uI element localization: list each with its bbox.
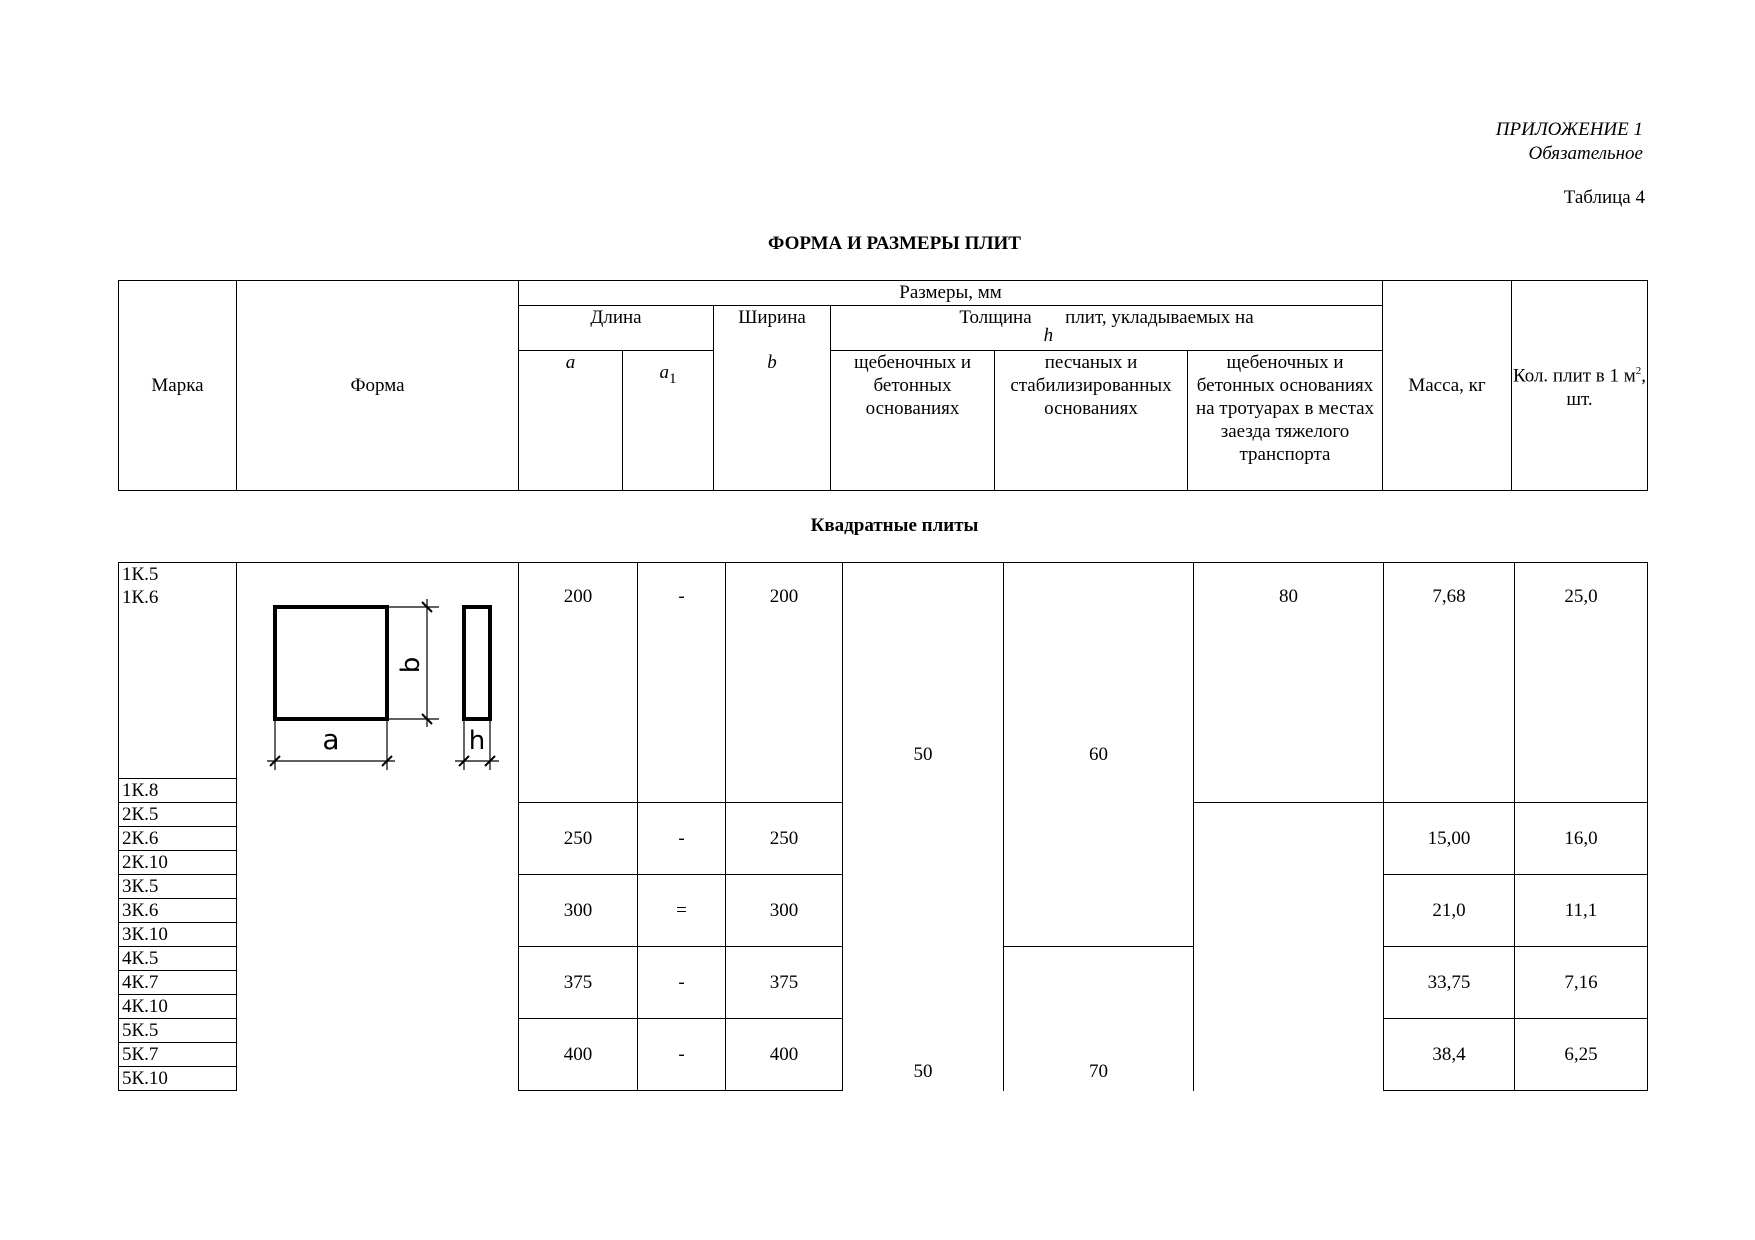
cell-b: 300	[726, 875, 843, 947]
mark-cell: 5К.10	[119, 1067, 237, 1091]
mark-cell: 3К.5	[119, 875, 237, 899]
dim-label-a: a	[322, 723, 340, 756]
mark-cell: 4К.10	[119, 995, 237, 1019]
header-base1: щебеночных и бетонных основаниях	[831, 351, 995, 491]
cell-count: 11,1	[1515, 875, 1648, 947]
thickness-symbol: h	[1043, 325, 1054, 346]
count-tail: , шт.	[1566, 365, 1647, 410]
cell-thickness-3: 80	[1194, 563, 1384, 803]
document-title: ФОРМА И РАЗМЕРЫ ПЛИТ	[768, 233, 1021, 254]
dim-label-b: b	[396, 656, 426, 674]
mark-cell: 1К.8	[119, 779, 237, 803]
header-base2: песчаных и стабилизированных основаниях	[995, 351, 1188, 491]
cell-thickness-3-empty	[1194, 803, 1384, 1091]
thickness-tail: плит, укладываемых на	[1065, 307, 1254, 328]
appendix-status: Обязательное	[1528, 143, 1643, 164]
cell-a1: =	[638, 875, 726, 947]
a1-symbol: a	[659, 362, 669, 383]
section-title: Квадратные плиты	[810, 515, 979, 536]
cell-a1: -	[638, 803, 726, 875]
header-count	[1512, 281, 1648, 491]
cell-count: 6,25	[1515, 1019, 1648, 1091]
cell-thickness-2-bottom: 70	[1004, 947, 1194, 1091]
cell-b: 250	[726, 803, 843, 875]
header-table	[118, 280, 1648, 491]
cell-a: 250	[519, 803, 638, 875]
cell-b: 200	[726, 563, 843, 803]
mark-cell: 3К.10	[119, 923, 237, 947]
header-a1	[623, 351, 714, 491]
cell-thickness-1: 50	[843, 563, 1004, 947]
mark-label: 1К.6	[122, 587, 159, 608]
header-length: Длина	[519, 306, 714, 351]
header-base3: щебеночных и бетонных основаниях на тротуарах в местах заезда тяжелого транспорта	[1188, 351, 1383, 491]
count-sup: 2	[1635, 365, 1642, 378]
plate-drawing	[267, 575, 507, 775]
cell-a: 375	[519, 947, 638, 1019]
mark-cell	[119, 563, 237, 779]
header-width	[714, 306, 831, 491]
cell-a1: -	[638, 563, 726, 803]
cell-mass: 21,0	[1384, 875, 1515, 947]
cell-a: 200	[519, 563, 638, 803]
cell-mass: 15,00	[1384, 803, 1515, 875]
mark-cell: 2К.6	[119, 827, 237, 851]
cell-b: 375	[726, 947, 843, 1019]
mark-cell: 3К.6	[119, 899, 237, 923]
cell-thickness-1-bottom: 50	[843, 947, 1004, 1091]
cell-count: 7,16	[1515, 947, 1648, 1019]
thickness-label: Толщина	[959, 307, 1032, 328]
mark-cell: 2К.10	[119, 851, 237, 875]
appendix-label	[1496, 118, 1643, 166]
mark-cell: 4К.7	[119, 971, 237, 995]
header-shape: Форма	[237, 281, 519, 491]
width-symbol: b	[767, 352, 777, 373]
cell-a1: -	[638, 1019, 726, 1091]
cell-count: 16,0	[1515, 803, 1648, 875]
cell-b: 400	[726, 1019, 843, 1091]
cell-a: 400	[519, 1019, 638, 1091]
cell-count: 25,0	[1515, 563, 1648, 803]
cell-a: 300	[519, 875, 638, 947]
header-dimensions: Размеры, мм	[519, 281, 1383, 306]
table-number: Таблица 4	[1563, 187, 1645, 208]
count-label: Кол. плит в 1 м	[1512, 365, 1636, 387]
plate-plan	[275, 607, 387, 719]
cell-mass: 38,4	[1384, 1019, 1515, 1091]
header-a: a	[519, 351, 623, 491]
cell-thickness-2: 60	[1004, 563, 1194, 947]
mark-cell: 5К.7	[119, 1043, 237, 1067]
a1-sub: 1	[669, 370, 677, 387]
mark-cell: 2К.5	[119, 803, 237, 827]
plate-section	[464, 607, 490, 719]
cell-mass: 33,75	[1384, 947, 1515, 1019]
header-thickness	[831, 306, 1383, 351]
appendix-title: ПРИЛОЖЕНИЕ 1	[1495, 119, 1643, 140]
shape-drawing-cell	[237, 563, 519, 1067]
cell-a1: -	[638, 947, 726, 1019]
header-mark: Марка	[119, 281, 237, 491]
header-mass: Масса, кг	[1383, 281, 1512, 491]
width-label: Ширина	[738, 307, 806, 328]
plates-table	[118, 562, 1648, 1091]
mark-cell: 5К.5	[119, 1019, 237, 1043]
mark-cell: 4К.5	[119, 947, 237, 971]
mark-label: 1К.5	[122, 564, 159, 585]
dim-label-h: h	[468, 726, 486, 756]
cell-mass: 7,68	[1384, 563, 1515, 803]
